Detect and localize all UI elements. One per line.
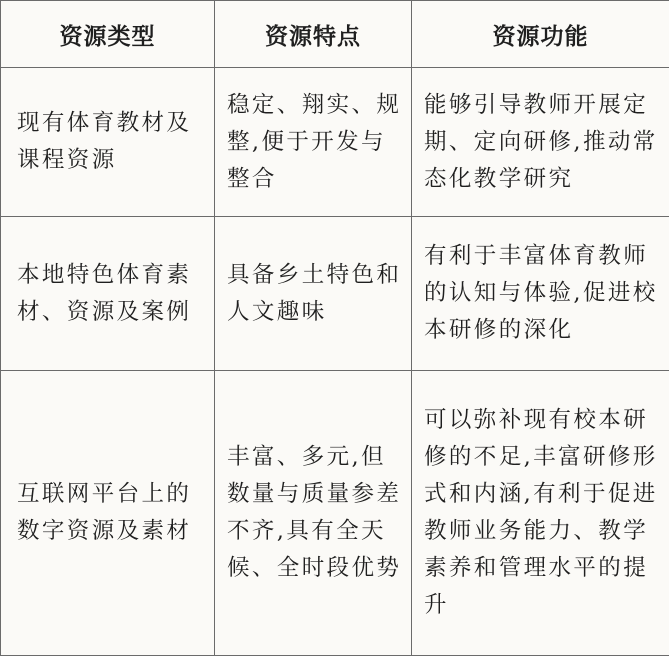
table-body	[1, 68, 669, 656]
cell-text: 丰富、多元,但数量与质量参差不齐,具有全天候、全时段优势	[215, 439, 411, 587]
cell-text: 能够引导教师开展定期、定向研修,推动常态化教学研究	[412, 87, 669, 198]
cell-text: 具备乡土特色和人文趣味	[215, 257, 411, 331]
header-resource-feature: 资源特点	[215, 1, 412, 68]
cell-resource-feature	[215, 68, 412, 217]
table-row	[1, 68, 669, 217]
cell-text: 稳定、翔实、规整,便于开发与整合	[215, 87, 411, 198]
header-row	[1, 1, 669, 68]
table-row	[1, 371, 669, 656]
cell-resource-type	[1, 371, 215, 656]
cell-resource-type	[1, 68, 215, 217]
cell-text: 互联网平台上的数字资源及素材	[1, 476, 214, 550]
cell-text: 现有体育教材及课程资源	[1, 105, 214, 179]
cell-resource-function	[412, 68, 669, 217]
cell-resource-function	[412, 217, 669, 371]
table-header	[1, 1, 669, 68]
header-resource-function: 资源功能	[412, 1, 669, 68]
cell-text: 可以弥补现有校本研修的不足,丰富研修形式和内涵,有利于促进教师业务能力、教学素养和管理水平的提升	[412, 402, 669, 624]
cell-text: 本地特色体育素材、资源及案例	[1, 257, 214, 331]
header-resource-type: 资源类型	[1, 1, 215, 68]
cell-resource-function	[412, 371, 669, 656]
cell-resource-feature	[215, 371, 412, 656]
table-row	[1, 217, 669, 371]
cell-resource-feature	[215, 217, 412, 371]
cell-resource-type	[1, 217, 215, 371]
cell-text: 有利于丰富体育教师的认知与体验,促进校本研修的深化	[412, 238, 669, 349]
